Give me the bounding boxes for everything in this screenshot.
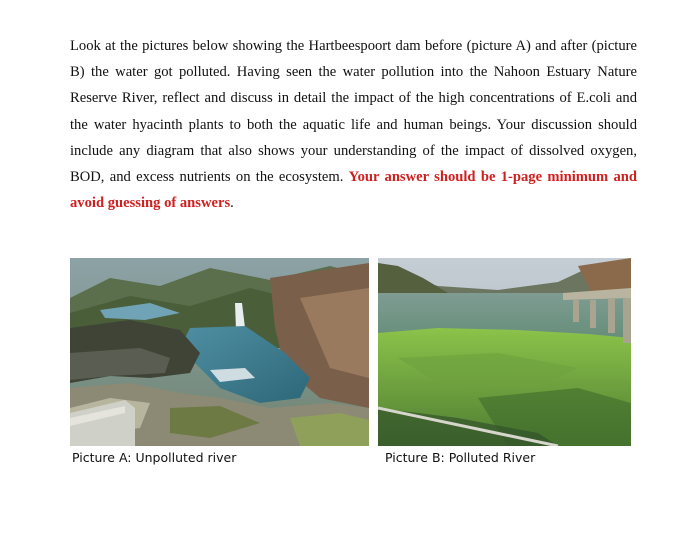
picture-a-unpolluted-river <box>70 258 369 446</box>
question-body: Look at the pictures below showing the Hartbeespoort dam before (picture A) and after (picture B) the water got polluted. Having seen the water pollution into the Nahoon Estuary Nature Reserve River, reflect and discuss in detail the impact of the high concentrations of E.coli and the water hyacinth plants to both the aquatic life and human beings. Your discussion should include any diagram that also shows your understanding of the impact of dissolved oxygen, BOD, and excess nutrients on the ecosystem. <box>70 38 637 186</box>
question-text <box>70 33 637 216</box>
answer-requirement: Your answer should be 1-page minimum and avoid guessing of answers <box>70 169 638 212</box>
picture-b-polluted-river <box>378 258 631 446</box>
picture-a-caption: Picture A: Unpolluted river <box>72 450 237 465</box>
picture-b-caption: Picture B: Polluted River <box>385 450 536 465</box>
question-end: . <box>230 195 234 212</box>
